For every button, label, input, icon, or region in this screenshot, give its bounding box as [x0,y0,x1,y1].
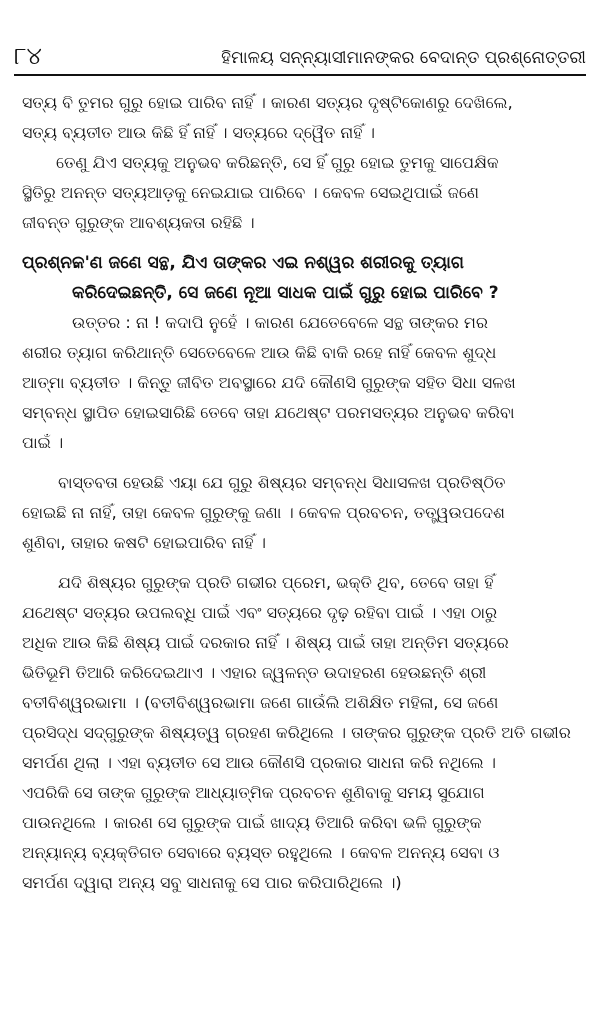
question-block [22,248,586,308]
answer-line: ଶରୀର ତ୍ୟାଗ କରିଥାନ୍ତି ସେତେବେଳେ ଆଉ କିଛି ବାକି ରହେ ନାହିଁ କେବଳ ଶୁଦ୍ଧ [22,343,497,362]
text-line: ଯଥେଷ୍ଟ ସତ୍ୟର ଉପଲବ୍ଧି ପାଇଁ ଏବଂ ସତ୍ୟରେ ଦୃଢ଼ ରହିବା ପାଇଁ । ଏହା ଠାରୁ [22,603,498,622]
text-line: ଭିତିଭୂମି ତିଆରି କରିଦେଇଥାଏ । ଏହାର ଜ୍ୱଳନ୍ତ ଉଦାହରଣ ହେଉଛନ୍ତି ଶ୍ରୀ [22,663,487,682]
answer-line: ପାଇଁ । [22,433,64,452]
text-line: ହୋଇଛି ନା ନାହିଁ, ତାହା କେବଳ ଗୁରୁଙ୍କୁ ଜଣା । କେବଳ ପ୍ରବଚନ, ତତ୍ତ୍ୱଉପଦେଶ [22,503,505,522]
paragraph-2 [22,148,586,238]
text-line: ଅଧିକ ଆଉ କିଛି ଶିଷ୍ୟ ପାଇଁ ଦରକାର ନାହିଁ । ଶିଷ୍ୟ ପାଇଁ ତାହା ଅନ୍ତିମ ସତ୍ୟରେ [22,633,509,652]
text-line: ତେଣୁ ଯିଏ ସତ୍ୟକୁ ଅନୁଭବ କରିଛନ୍ତି, ସେ ହିଁ ଗୁରୁ ହୋଇ ତୁମକୁ ସାପେକ୍ଷିକ [56,153,499,172]
answer-block [22,308,586,458]
page-body [22,88,586,1002]
question-text: କ'ଣ ଜଣେ ସନ୍ଥ, ଯିଏ ତାଙ୍କର ଏଇ ନଶ୍ୱର ଶରୀରକୁ ତ୍ୟାଗ [72,253,464,273]
spacer [22,558,586,568]
running-title: ହିମାଳୟ ସନ୍ନ୍ୟାସୀମାନଙ୍କର ବେଦାନ୍ତ ପ୍ରଶ୍ନୋତ୍ତରୀ [221,48,586,68]
text-line: ସ୍ଥିତିରୁ ଅନନ୍ତ ସତ୍ୟଆଡ଼କୁ ନେଇଯାଇ ପାରିବେ । କେବଳ ସେଇଥିପାଇଁ ଜଣେ [22,183,479,202]
text-line: ଅନ୍ୟାନ୍ୟ ବ୍ୟକ୍ତିଗତ ସେବାରେ ବ୍ୟସ୍ତ ରହୁଥିଲେ । କେବଳ ଅନନ୍ୟ ସେବା ଓ [22,843,500,862]
text-line: ଏପରିକି ସେ ତାଙ୍କ ଗୁରୁଙ୍କ ଆଧ୍ୟାତ୍ମିକ ପ୍ରବଚନ ଶୁଣିବାକୁ ସମୟ ସୁଯୋଗ [22,783,485,802]
text-line: ବତୀବିଶ୍ୱରଭାମା । (ବତୀବିଶ୍ୱରଭାମା ଜଣେ ଗାଉଁଲି ଅଶିକ୍ଷିତ ମହିଳା, ସେ ଜଣେ [22,693,499,712]
text-line: ଶୁଣିବା, ତାହାର କଷଟି ହୋଇପାରିବ ନାହିଁ । [22,533,266,552]
answer-line: ଆତ୍ମା ବ୍ୟତୀତ । କିନ୍ତୁ ଜୀବିତ ଅବସ୍ଥାରେ ଯଦି କୌଣସି ଗୁରୁଙ୍କ ସହିତ ସିଧା ସଳଖ [22,373,516,392]
paragraph-1 [22,88,586,148]
text-line: ପ୍ରସିଦ୍ଧ ସଦ୍‌ଗୁରୁଙ୍କ ଶିଷ୍ୟତ୍ୱ ଗ୍ରହଣ କରିଥିଲେ । ତାଙ୍କର ଗୁରୁଙ୍କ ପ୍ରତି ଅତି ଗଭୀର [22,723,571,742]
question-label: ପ୍ରଶ୍ନ. [22,253,79,273]
text-line: ଜୀବନ୍ତ ଗୁରୁଙ୍କ ଆବଶ୍ୟକତା ରହିଛି । [22,213,255,232]
text-line: ସତ୍ୟ ବ୍ୟତୀତ ଆଉ କିଛି ହିଁ ନାହିଁ । ସତ୍ୟରେ ଦ୍ୱୈତ ନାହିଁ । [22,123,375,142]
text-line: ସମର୍ପଣ ଥିଲା । ଏହା ବ୍ୟତୀତ ସେ ଆଉ କୌଣସି ପ୍ରକାର ସାଧନା କରି ନଥିଲେ । [22,753,496,772]
page-number: ୮୪ [14,42,42,70]
paragraph-4 [22,568,586,898]
text-line: ସତ୍ୟ ବି ତୁମର ଗୁରୁ ହୋଇ ପାରିବ ନାହିଁ । କାରଣ ସତ୍ୟର ଦୃଷ୍ଟିକୋଣରୁ ଦେଖିଲେ, [22,93,513,112]
answer-line: ସମ୍ବନ୍ଧ ସ୍ଥାପିତ ହୋଇସାରିଛି ତେବେ ତାହା ଯଥେଷ୍ଟ ପରମସତ୍ୟର ଅନୁଭବ କରିବା [22,403,515,422]
text-line: ଯଦି ଶିଷ୍ୟର ଗୁରୁଙ୍କ ପ୍ରତି ଗଭୀର ପ୍ରେମ, ଭକ୍ତି ଥିବ, ତେବେ ତାହା ହିଁ [58,573,494,592]
question-line: କରିଦେଇଛନ୍ତି, ସେ ଜଣେ ନୂଆ ସାଧକ ପାଇଁ ଗୁରୁ ହୋଇ ପାରିବେ ? [72,283,499,303]
text-line: ସମର୍ପଣ ଦ୍ୱାରା ଅନ୍ୟ ସବୁ ସାଧନାକୁ ସେ ପାର କରିପାରିଥିଲେ ।) [22,873,402,892]
question-line [22,248,586,278]
spacer [22,458,586,468]
header-rule [14,74,586,76]
page-header [10,30,586,70]
paragraph-3 [22,468,586,558]
text-line: ବାସ୍ତବତା ହେଉଛି ଏୟା ଯେ ଗୁରୁ ଶିଷ୍ୟର ସମ୍ବନ୍ଧ ସିଧାସଳଖ ପ୍ରତିଷ୍ଠିତ [58,473,506,492]
answer-line: ଉତ୍ତର : ନା ! କଦାପି ନୁହେଁ । କାରଣ ଯେତେବେଳେ ସନ୍ଥ ତାଙ୍କର ମର [72,313,488,332]
spacer [22,238,586,248]
text-line: ପାଉନଥିଲେ । କାରଣ ସେ ଗୁରୁଙ୍କ ପାଇଁ ଖାଦ୍ୟ ତିଆରି କରିବା ଭଳି ଗୁରୁଙ୍କ [22,813,482,832]
